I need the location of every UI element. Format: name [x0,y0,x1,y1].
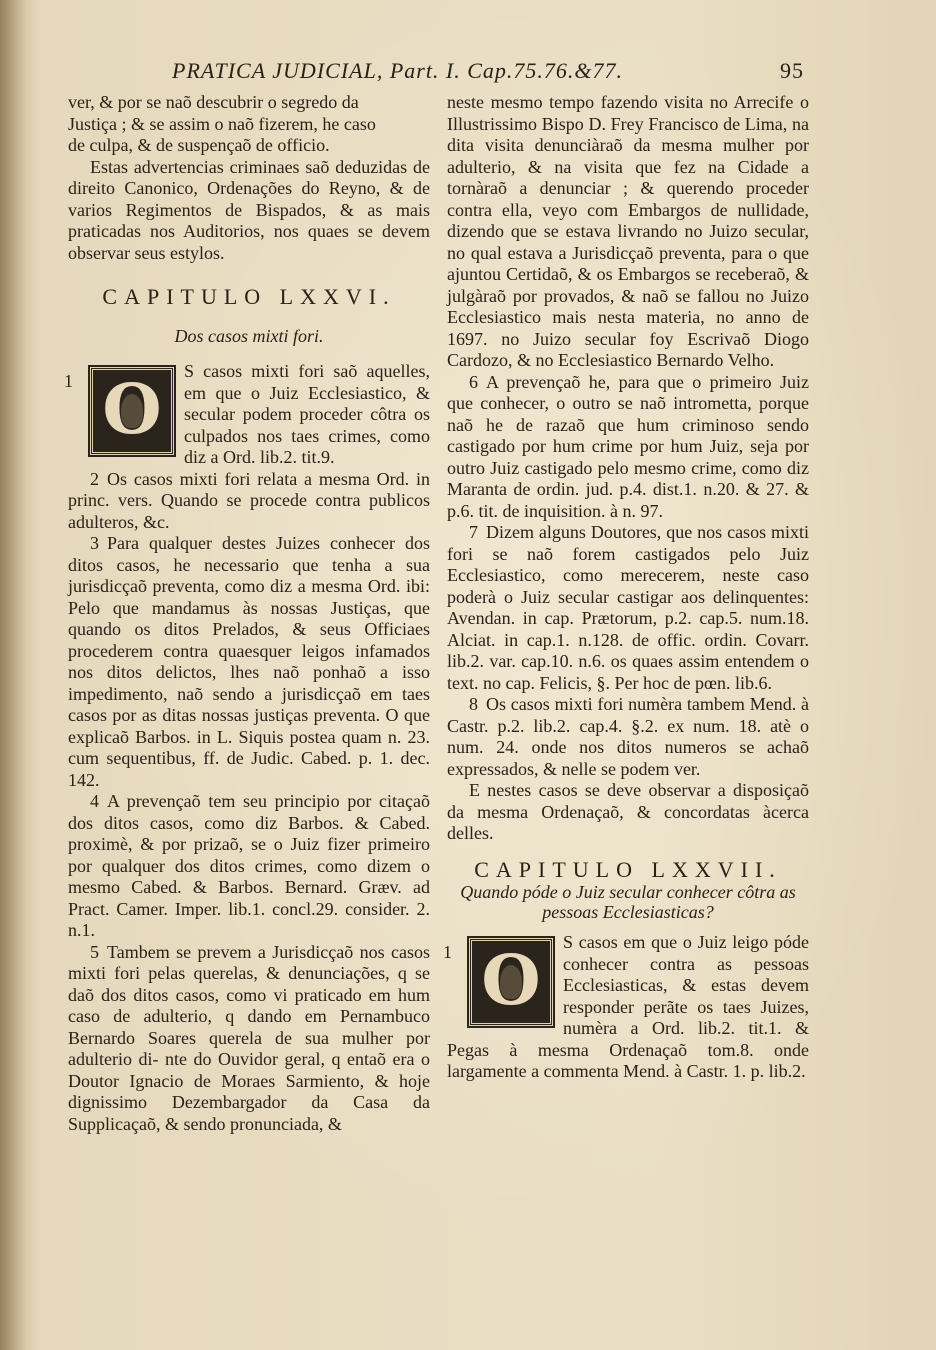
chapter-77-heading: CAPITULO LXXVII. [474,856,782,882]
paragraph-text: A prevençaõ tem seu principio por citaçaõ dos ditos casos, como diz Barbos. & Cabed. proximè, & por prizaõ, se o Juiz fizer primeiro por qualquer dos ditos crimes, como dizem o mesmo Cabed. & Barbos. Bernard. Græv. ad Pract. Camer. Imper. lib.1. concl.29. consider. 2. n.1. [68,791,430,940]
running-header [150,58,850,88]
left-column [64,92,430,1135]
paragraph-5 [68,942,430,1136]
paragraph-number: 3 [90,533,99,553]
paragraph-text: A prevençaõ he, para que o primeiro Juiz que conhecer, o outro se naõ intrometta, porque naõ he de razaõ que hum criminoso sendo castigado por hum crime por hum Juiz, seja por outro Juiz castigado pelo mesmo crime, como diz Maranta de ordin. jud. p.4. dist.1. n.20. & 27. & p.6. tit. de inquisition. à n. 97. [447,371,809,521]
paragraph-final: E nestes casos se deve observar a disposiçaõ da mesma Ordenaçaõ, & concordatas àcerca delles. [447,780,809,843]
paragraph-text: Os casos mixti fori numèra tambem Mend. à Castr. p.2. lib.2. cap.4. §.2. ex num. 18. atè o num. 24. onde nos ditos numeros se achaõ expressados, & nelle se podem ver. [447,694,809,779]
paragraph-2 [68,469,430,534]
paragraph-6 [447,372,809,523]
paragraph-number: 8 [469,694,478,714]
paragraph-3 [68,533,430,791]
paragraph-number: 7 [469,522,478,542]
paragraph-number: 4 [90,791,99,811]
right-column [443,92,809,1083]
paragraph-number: 2 [90,468,99,489]
paragraph-8 [447,694,809,780]
drop-cap-letter: O [102,370,162,451]
paragraph-estas: Estas advertencias criminaes saõ deduzidas de direito Canonico, Ordenações do Reyno, & de varios Regimentos de Bispados, & as mais praticadas nos Auditorios, nos quaes se devem observar seus estylos. [68,156,430,263]
intro-line: ver, & por se naõ descubrir o segredo da [68,92,359,112]
page-number: 95 [780,58,804,83]
binding-shadow [0,0,26,1350]
paragraph-text: S casos mixti fori saõ aquelles, em que o Juiz Ecclesiastico, & secular podem proceder côtra os culpados nos taes crimes, como diz a Ord. lib.2. tit.9. [184,361,430,467]
intro-line: Justiça ; & se assim o naõ fizerem, he caso [68,113,376,134]
paragraph-1 [64,361,430,469]
chapter-76-subtitle: Dos casos mixti fori. [174,325,324,346]
paragraph-text: Dizem alguns Doutores, que nos casos mixti fori se naõ forem castigados pelo Juiz Ecclesiastico, como merecerem, neste caso poderà o Juiz secular castigar aos delinquentes: Avendan. in cap. Prætorum, p.2. cap.5. num.18. Alciat. in cap.1. n.128. de offic. ordin. Covarr. lib.2. var. cap.10. n.6. os quaes assim entendem o text. no cap. Felicis, §. Per hoc de pœn. lib.6. [447,522,809,693]
drop-cap-ornament [469,938,553,1026]
paragraph-text: Para qualquer destes Juizes conhecer dos ditos casos, he necessario que tenha a sua jurisdicçaõ preventa, como diz a mesma Ord. ibi: Pelo que mandamus às nossas Justiças, que quando os ditos Prelados, & seus Officiaes procederem contra quaesquer leigos infamados nos ditos delictos, lhes naõ ponhaõ a isso impedimento, naõ sendo a jurisdicçaõ em taes casos por as ditas nossas justiças preventa. O que explicaõ Barbos. in L. Siquis postea quam n. 23. cum sequentibus, ff. de Judic. Cabed. p. 1. dec. 142. [68,533,430,790]
chapter-77-paragraph-1 [443,932,809,1083]
running-title: PRATICA JUDICIAL, Part. I. Cap.75.76.&77. [172,58,624,83]
paragraph-7 [447,522,809,694]
drop-cap-letter: O [481,941,541,1022]
paragraph-4 [68,791,430,942]
paragraph-5-continued: neste mesmo tempo fazendo visita no Arrecife o Illustrissimo Bispo D. Frey Francisco de Lima, na dita visita denunciàraõ da mesma mulher por adulterio, & na visita que fez na Cidade a tornàraõ a denunciar ; & querendo proceder contra ella, veyo com Embargos de nullidade, dizendo que se estava livrando no Juizo secular, no qual estava a Jurisdicçaõ preventa, para o que ajuntou Certidaõ, & os Embargos se receberaõ, & julgàraõ por provados, & naõ se fallou no Juizo Ecclesiastico mais nesta materia, no anno de 1697. no Juizo secular foy Escrivaõ Diogo Cardozo, & no Ecclesiastico Bernardo Velho. [447,92,809,370]
paragraph-text: S casos em que o Juiz leigo póde conhecer contra as pessoas Ecclesiasticas, & estas devem responder perãte os taes Juizes, numèra a Ord. lib.2. tit.1. & Pegas à mesma Ordenaçaõ tom.8. onde largamente a commenta Mend. à Castr. 1. p. lib.2. [447,932,809,1081]
paragraph-text: Os casos mixti fori relata a mesma Ord. in princ. vers. Quando se procede contra publicos adulteros, &c. [68,468,430,532]
paragraph-number: 1 [64,371,73,391]
drop-cap-ornament [90,367,174,455]
chapter-76-heading: CAPITULO LXXVI. [102,284,396,309]
paragraph-number: 1 [443,942,452,962]
chapter-77-subtitle: Quando póde o Juiz secular conhecer côtra as pessoas Ecclesiasticas? [460,882,796,922]
paragraph-text: Tambem se prevem a Jurisdicçaõ nos casos mixti fori pelas querelas, & denunciações, q se daõ dos ditos casos, como vi praticado em hum caso de adulterio, q dando em Pernambuco Bernardo Soares querela de sua mulher por adulterio di- nte do Ouvidor geral, q entaõ era o Doutor Ignacio de Moraes Sarmiento, & hoje dignissimo Dezembargador da Casa da Supplicaçaõ, & sendo pronunciada, & [68,941,430,1134]
paragraph-number: 6 [469,371,478,392]
paragraph-number: 5 [90,941,99,962]
intro-line: de culpa, & de suspençaõ de officio. [68,135,330,155]
